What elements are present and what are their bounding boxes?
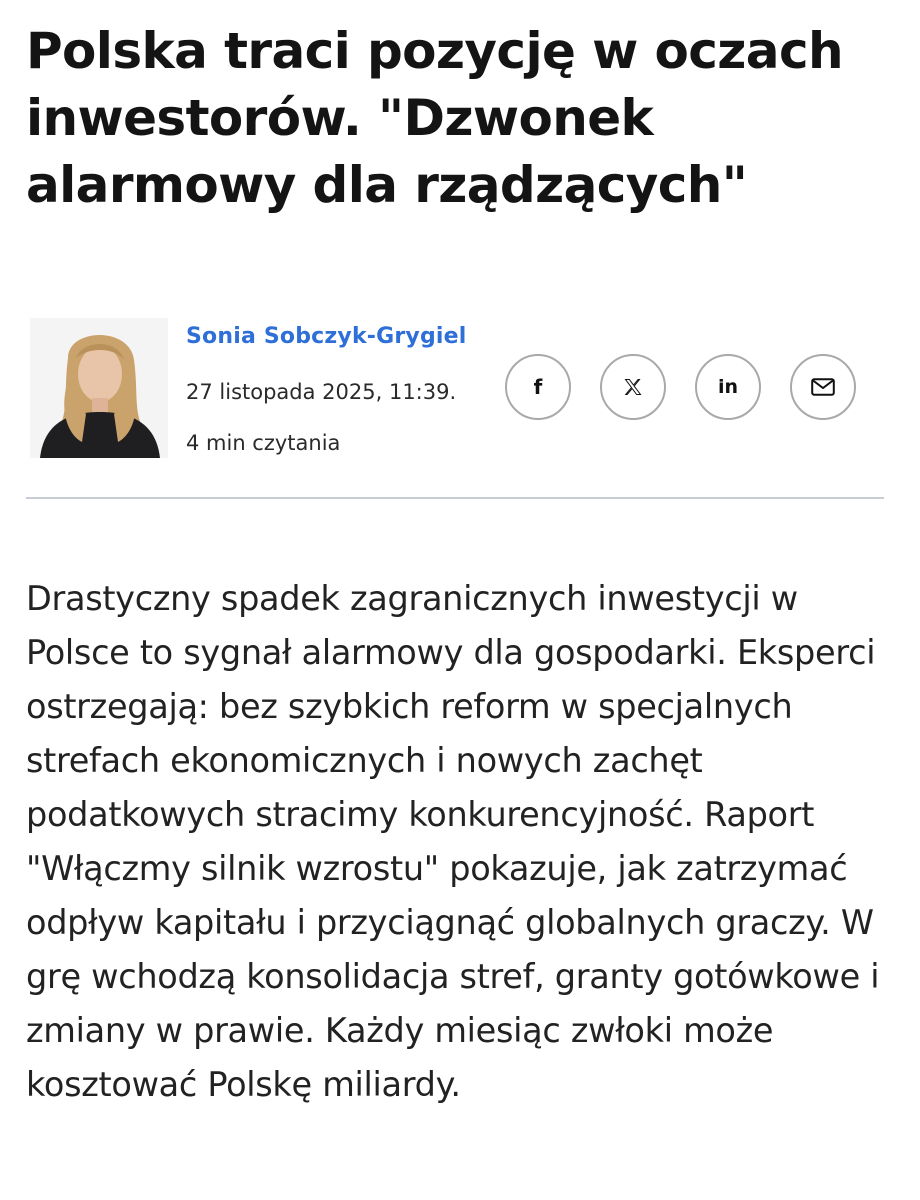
article-title: Polska traci pozycję w oczach inwestorów. "Dzwonek alarmowy dla rządzących": [26, 22, 843, 214]
author-avatar[interactable]: [30, 318, 168, 458]
linkedin-icon: in: [717, 376, 739, 398]
publish-date: 27 listopada 2025, 11:39.: [186, 380, 457, 404]
x-logo-icon: [623, 377, 643, 397]
author-portrait-icon: [30, 318, 168, 458]
byline: [30, 318, 890, 468]
envelope-icon: [811, 378, 835, 396]
share-x-button[interactable]: [600, 354, 666, 420]
reading-time: 4 min czytania: [186, 431, 341, 455]
author-name-link[interactable]: Sonia Sobczyk-Grygiel: [186, 324, 467, 349]
section-divider: [26, 497, 884, 499]
article-lead: Drastyczny spadek zagranicznych inwestycji w Polsce to sygnał alarmowy dla gospodarki. Eksperci ostrzegają: bez szybkich reform w specjalnych strefach ekonomicznych i nowych zachęt podatkowych stracimy konkurencyjność. Raport "Włączmy silnik wzrostu" pokazuje, jak zatrzymać odpływ kapitału i przyciągnąć globalnych graczy. W grę wchodzą konsolidacja stref, granty gotówkowe i zmiany w prawie. Każdy miesiąc zwłoki może kosztować Polskę miliardy.: [26, 579, 880, 1104]
share-facebook-button[interactable]: [505, 354, 571, 420]
share-email-button[interactable]: [790, 354, 856, 420]
facebook-icon: f: [533, 375, 543, 399]
share-linkedin-button[interactable]: [695, 354, 761, 420]
